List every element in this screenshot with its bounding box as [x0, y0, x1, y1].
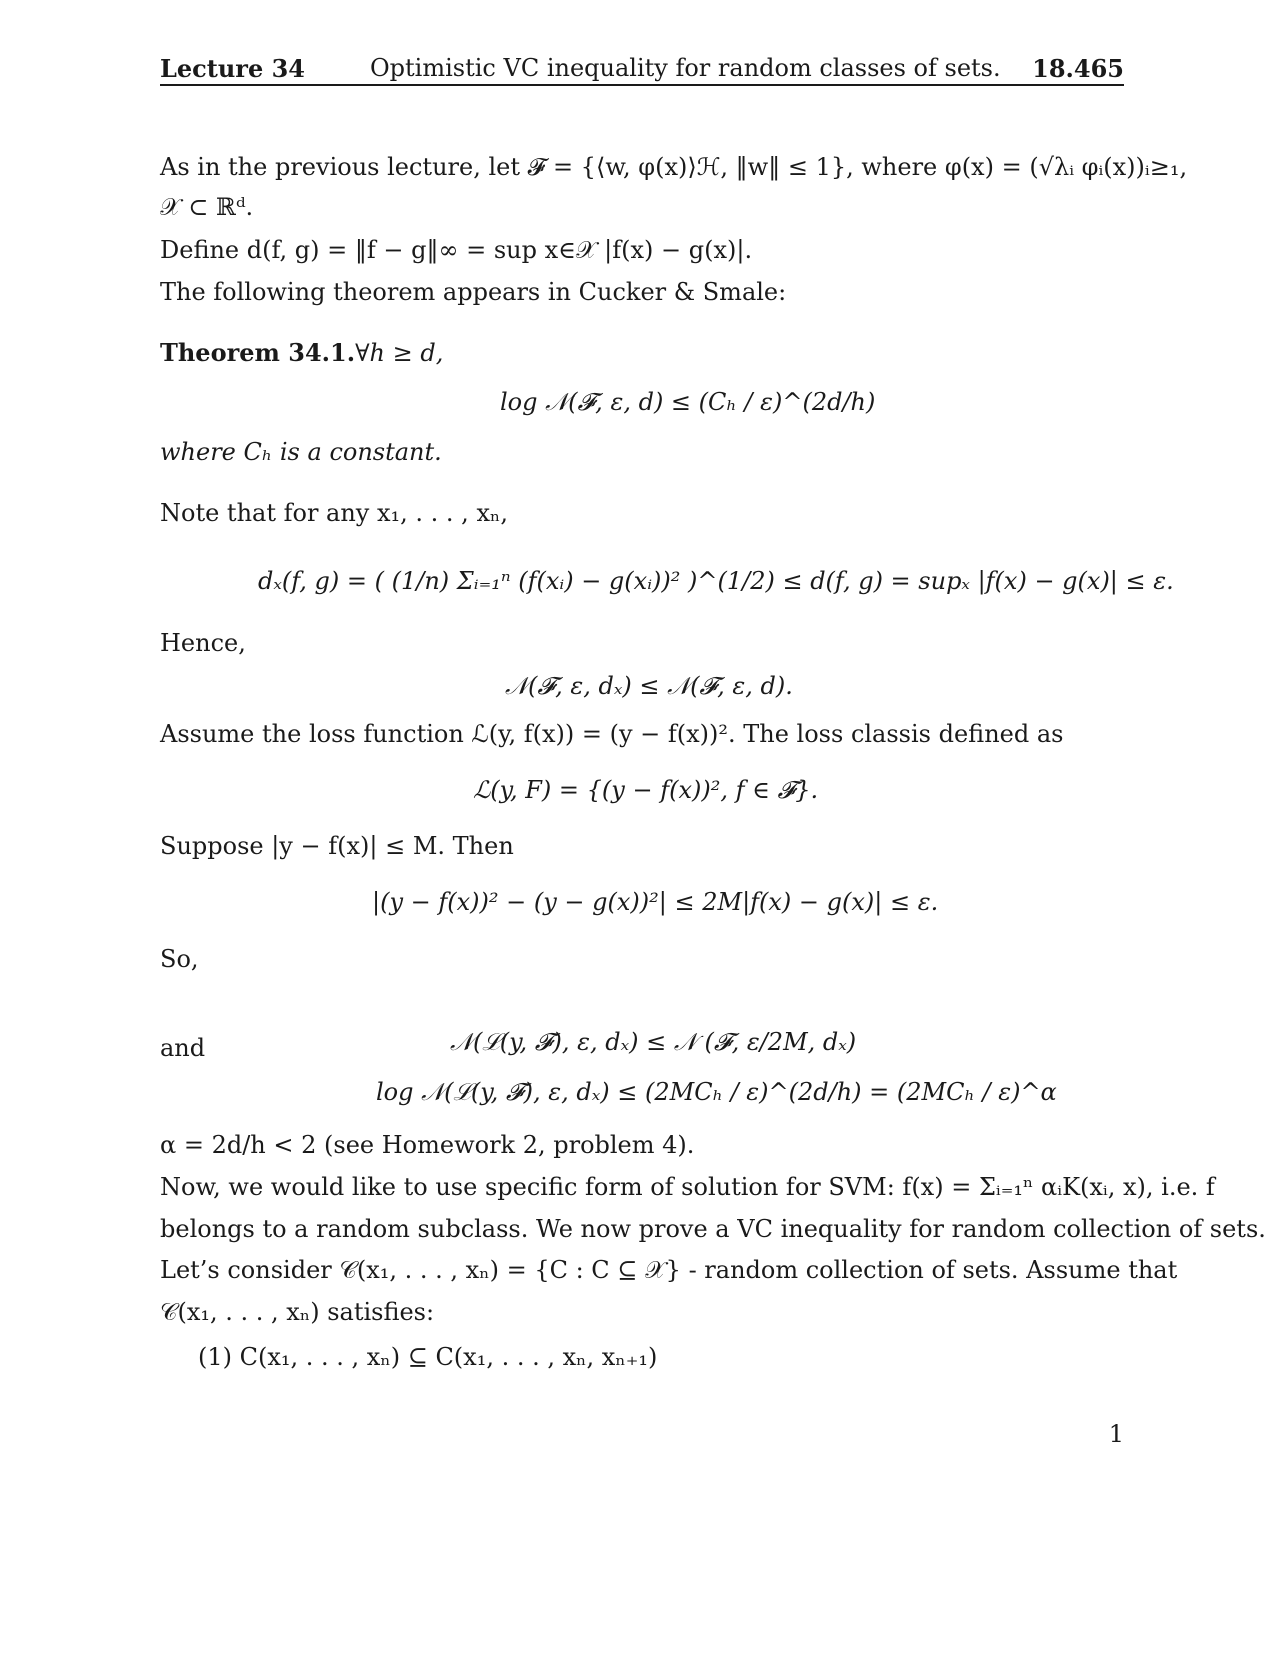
loss-covering-equation: 𝒩(ℒ(y, 𝓕), ε, dₓ) ≤ 𝒩 (𝓕, ε/2M, dₓ) [450, 1028, 857, 1056]
svm-line-3: Let’s consider 𝒞(x₁, . . . , xₙ) = {C : C ⊆ 𝒳} - random collection of sets. Assume that [160, 1256, 1178, 1284]
empirical-distance-equation: dₓ(f, g) = ( (1/n) Σᵢ₌₁ⁿ (f(xᵢ) − g(xᵢ))² )^(1/2) ≤ d(f, g) = supₓ |f(x) − g(x)| ≤ ε. [258, 567, 1174, 595]
theorem-equation: log 𝒩(𝓕, ε, d) ≤ (Cₕ / ε)^(2d/h) [500, 388, 876, 416]
loss-class-equation: ℒ(y, F) = {(y − f(x))², f ∈ 𝓕}. [473, 776, 819, 804]
constant-remark: where Cₕ is a constant. [160, 438, 442, 466]
theorem-intro: The following theorem appears in Cucker & Smale: [160, 278, 787, 306]
intro-line-2: 𝒳 ⊂ ℝᵈ. [160, 193, 254, 221]
covering-number-equation: 𝒩(𝓕, ε, dₓ) ≤ 𝒩(𝓕, ε, d). [505, 672, 793, 700]
alpha-definition: α = 2d/h < 2 (see Homework 2, problem 4). [160, 1131, 695, 1159]
lecture-number: Lecture 34 [160, 54, 305, 83]
hence-line: Hence, [160, 629, 246, 657]
and-line: and [160, 1034, 206, 1062]
distance-definition: Define d(f, g) = ‖f − g‖∞ = sup x∈𝒳 |f(x) − g(x)|. [160, 236, 753, 264]
svm-line-4: 𝒞(x₁, . . . , xₙ) satisfies: [160, 1298, 435, 1326]
theorem-heading [160, 338, 443, 368]
svm-line-1: Now, we would like to use specific form of solution for SVM: f(x) = Σᵢ₌₁ⁿ αᵢK(xᵢ, x), i.e. f [160, 1173, 1215, 1201]
theorem-condition: ∀h ≥ d, [355, 339, 444, 367]
log-covering-equation: log 𝒩(ℒ(y, 𝓕), ε, dₓ) ≤ (2MCₕ / ε)^(2d/h) = (2MCₕ / ε)^α [376, 1078, 1057, 1106]
svm-line-2: belongs to a random subclass. We now prove a VC inequality for random collection of sets. [160, 1215, 1266, 1243]
so-line: So, [160, 945, 199, 973]
loss-assumption: Assume the loss function ℒ(y, f(x)) = (y − f(x))². The loss classis defined as [160, 720, 1064, 748]
course-number: 18.465 [1032, 54, 1124, 83]
theorem-label: Theorem 34.1. [160, 338, 356, 367]
lecture-title: Optimistic VC inequality for random classes of sets. [370, 54, 1001, 82]
note-line: Note that for any x₁, . . . , xₙ, [160, 499, 508, 527]
intro-line-1: As in the previous lecture, let 𝓕 = {⟨w, φ(x)⟩ℋ, ‖w‖ ≤ 1}, where φ(x) = (√λᵢ φᵢ(x))ᵢ≥₁, [160, 153, 1188, 181]
condition-item-1: (1) C(x₁, . . . , xₙ) ⊆ C(x₁, . . . , xₙ, xₙ₊₁) [198, 1343, 658, 1371]
loss-bound-equation: |(y − f(x))² − (y − g(x))²| ≤ 2M|f(x) − g(x)| ≤ ε. [372, 888, 939, 916]
suppose-line: Suppose |y − f(x)| ≤ M. Then [160, 832, 514, 860]
page-number: 1 [1108, 1420, 1124, 1448]
running-header [160, 50, 1124, 86]
